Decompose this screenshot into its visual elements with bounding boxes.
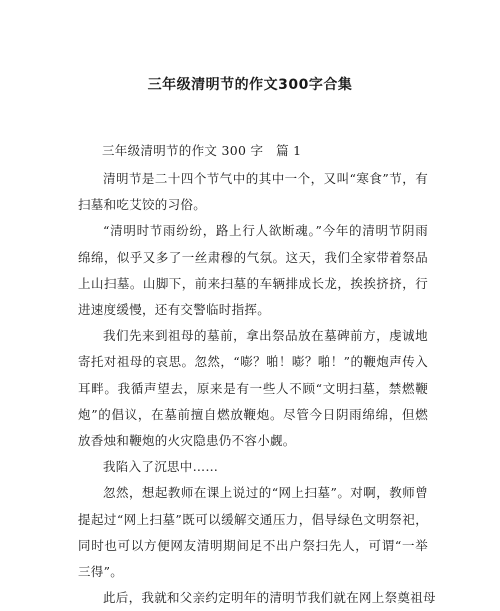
paragraph: 我陷入了沉思中…… [103,459,219,475]
document-body [78,166,436,611]
paragraph: 此后，我就和父亲约定明年的清明节我们就在网上祭奠祖母 [103,590,436,606]
paragraph: 我们先来到祖母的墓前，拿出祭品放在墓碑前方，虔诚地寄托对祖母的哀思。忽然，“嘭？啪！嘭？啪！”的鞭炮声传入耳畔。我循声望去，原来是有一些人不顾“文明扫墓，禁燃鞭炮”的倡议，在墓前擅自燃放鞭炮。尽管今日阴雨绵绵，但燃放香烛和鞭炮的火灾隐患仍不容小觑。 [78,328,428,449]
document-title: 三年级清明节的作文300字合集 [147,77,353,93]
paragraph: “清明时节雨纷纷，路上行人欲断魂。”今年的清明节阴雨绵绵，似乎又多了一丝肃穆的气氛。这天，我们全家带着祭品上山扫墓。山脚下，前来扫墓的车辆排成长龙，挨挨挤挤，行进速度缓慢，还有交警临时指挥。 [78,223,428,318]
paragraph: 清明节是二十四个节气中的其中一个，又叫“寒食”节，有扫墓和吃艾饺的习俗。 [78,171,428,213]
section-heading: 三年级清明节的作文 300 字 篇 1 [102,143,302,158]
paragraph: 忽然，想起教师在课上说过的“网上扫墓”。对啊，教师曾提起过“网上扫墓”既可以缓解交通压力，倡导绿色文明祭祀，同时也可以方便网友清明期间足不出户祭扫先人，可谓“一举三得”。 [78,485,428,580]
